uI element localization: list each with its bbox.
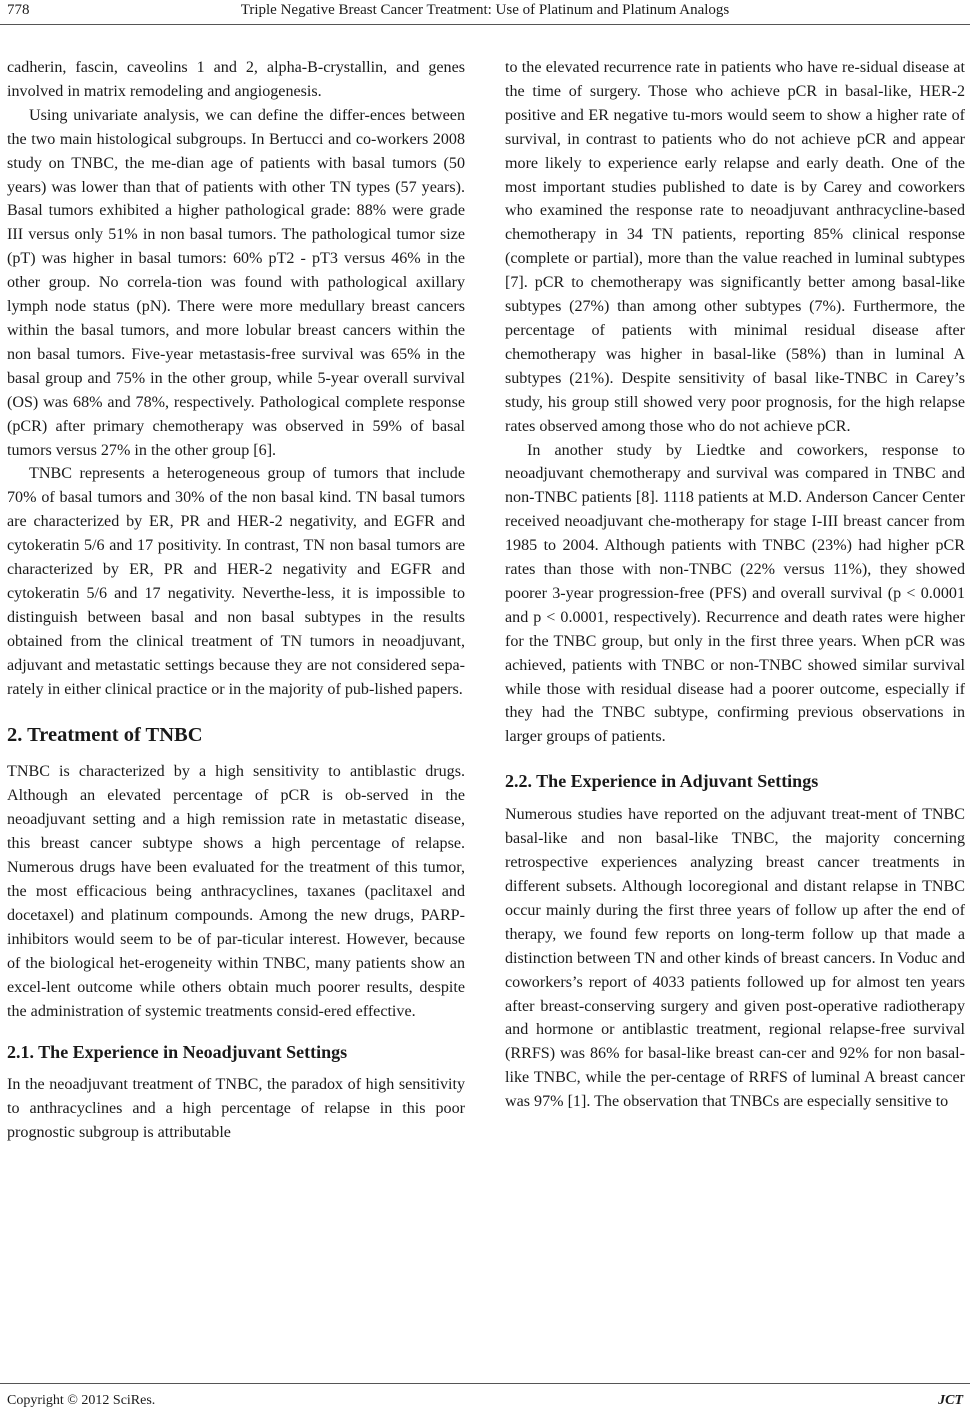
journal-abbreviation: JCT	[938, 1393, 963, 1408]
left-paragraph-1: cadherin, fascin, caveolins 1 and 2, alpha-B-crystallin, and genes involved in matrix remodeling and angiogenesis.	[7, 59, 465, 100]
running-title: Triple Negative Breast Cancer Treatment: Use of Platinum and Platinum Analogs	[240, 2, 730, 18]
right-column	[505, 56, 965, 1114]
page-footer	[0, 1392, 970, 1412]
header-rule	[0, 24, 970, 25]
page-header	[0, 0, 970, 22]
left-paragraph-2: Using univariate analysis, we can define the differ-ences between the two main histological subgroups. In Bertucci and co-workers 2008 study on TNBC, the me-dian age of patients with basal tumors (50 years) was lower than that of patients with other TN types (57 years). Basal tumors exhibited a higher pathological grade: 88% were grade III versus only 51% in non basal tumors. The pathological tumor size (pT) was higher in basal tumors: 60% pT2 - pT3 versus 46% in the other group. No correla-tion was found with pathological axillary lymph node status (pN). There were more medullary breast cancers within the basal tumors, and more lobular breast cancers within the non basal tumors. Five-year metastasis-free survival was 65% in the basal group and 75% in the other group, while 5-year overall survival (OS) was 68% and 78%, respectively. Pathological complete response (pCR) after primary chemotherapy was observed in 59% of basal tumors versus 27% in the other group [6].	[7, 106, 465, 459]
subsection-heading-adjuvant: 2.2. The Experience in Adjuvant Settings	[505, 771, 819, 792]
right-paragraph-2: In another study by Liedtke and coworkers, response to neoadjuvant chemotherapy and survival was compared in TNBC and non-TNBC patients [8]. 1118 patients at M.D. Anderson Cancer Center received neoadjuvant che-motherapy for stage I-III breast cancer from 1985 to 2004. Although patients with TNBC (23%) had higher pCR rates than those with non-TNBC (22% versus 11%), they showed poorer 3-year progression-free (PFS) and overall survival (p < 0.0001 and p < 0.0001, respectively). Recurrence and death rates were higher for the TNBC group, but only in the first three years. When pCR was achieved, patients with TNBC or non-TNBC showed similar survival while those with residual disease had a poorer outcome, especially if they had the TNBC subtype, confirming previous observations in larger groups of patients.	[505, 441, 965, 746]
right-paragraph-3: Numerous studies have reported on the adjuvant treat-ment of TNBC basal-like and non basal-like TNBC, the majority concerning retrospective experiences analyzing breast cancer treatments in different subsets. Although locoregional and distant relapse in TNBC occur mainly during the first three years of follow up after the end of therapy, we found few reports on long-term follow up that made a distinction between TN and other kinds of breast cancers. In Voduc and coworkers’s report of 4033 patients followed up for almost ten years after breast-conserving surgery and given post-operative radiotherapy and hormone or antiblastic treatment, regional relapse-free survival (RRFS) was 86% for basal-like breast can-cer and 92% for non basal-like TNBC, while the per-centage of RRFS of luminal A breast cancer was 97% [1]. The observation that TNBCs are especially sensitive to	[505, 806, 965, 1111]
subsection-heading-neoadjuvant: 2.1. The Experience in Neoadjuvant Settings	[7, 1042, 348, 1063]
left-paragraph-5: In the neoadjuvant treatment of TNBC, the paradox of high sensitivity to anthracyclines and a high percentage of relapse in this poor prognostic subgroup is attributable	[7, 1076, 465, 1142]
left-paragraph-4: TNBC is characterized by a high sensitivity to antiblastic drugs. Although an elevated percentage of pCR is ob-served in the neoadjuvant setting and a high remission rate in metastatic disease, this breast cancer subtype shows a high percentage of relapse. Numerous drugs have been evaluated for the treatment of this tumor, the most efficacious being anthracyclines, taxanes (paclitaxel and docetaxel) and platinum compounds. Among the new drugs, PARP-inhibitors would seem to be of par-ticular interest. However, because of the biological het-erogeneity within TNBC, many patients show an excel-lent outcome while others obtain much poorer results, despite the administration of systemic treatments consid-ered effective.	[7, 763, 465, 1020]
section-heading-treatment: 2. Treatment of TNBC	[7, 724, 203, 747]
left-column	[7, 56, 465, 1145]
left-paragraph-3: TNBC represents a heterogeneous group of tumors that include 70% of basal tumors and 30% of the non basal kind. TN basal tumors are characterized by ER, PR and HER-2 negativity, and EGFR and cytokeratin 5/6 and 17 positivity. In contrast, TN non basal tumors are characterized by ER, PR and HER-2 negativity and EGFR and cytokeratin 5/6 and 17 negativity. Neverthe-less, it is impossible to distinguish between basal and non basal subtypes in the results obtained from the clinical treatment of TN tumors in neoadjuvant, adjuvant and metastatic settings because they are not considered sepa-rately in either clinical practice or in the majority of pub-lished papers.	[7, 465, 465, 698]
footer-rule	[0, 1383, 970, 1384]
right-paragraph-1: to the elevated recurrence rate in patients who have re-sidual disease at the time of surgery. Those who achieve pCR in basal-like, HER-2 positive and ER negative tu-mors would seem to show a higher rate of survival, in contrast to patients who do not achieve pCR and appear more likely to experience early relapse and early death. One of the most important studies published to date is by Carey and coworkers who examined the response rate to neoadjuvant anthracycline-based chemotherapy in 34 TN patients, reporting 85% clinical response (complete or partial), more than the value reached in luminal subtypes [7]. pCR to chemotherapy was significantly better among basal-like subtypes (27%) than among other subtypes (7%). Furthermore, the percentage of patients with minimal residual disease after chemotherapy was higher in basal-like (58%) than in luminal A subtypes (21%). Despite sensitivity of basal like-TNBC in Carey’s study, his group still showed very poor prognosis, for the high relapse rates observed among those who do not achieve pCR.	[505, 59, 965, 435]
copyright-notice: Copyright © 2012 SciRes.	[7, 1393, 156, 1408]
page-number: 778	[7, 2, 30, 18]
